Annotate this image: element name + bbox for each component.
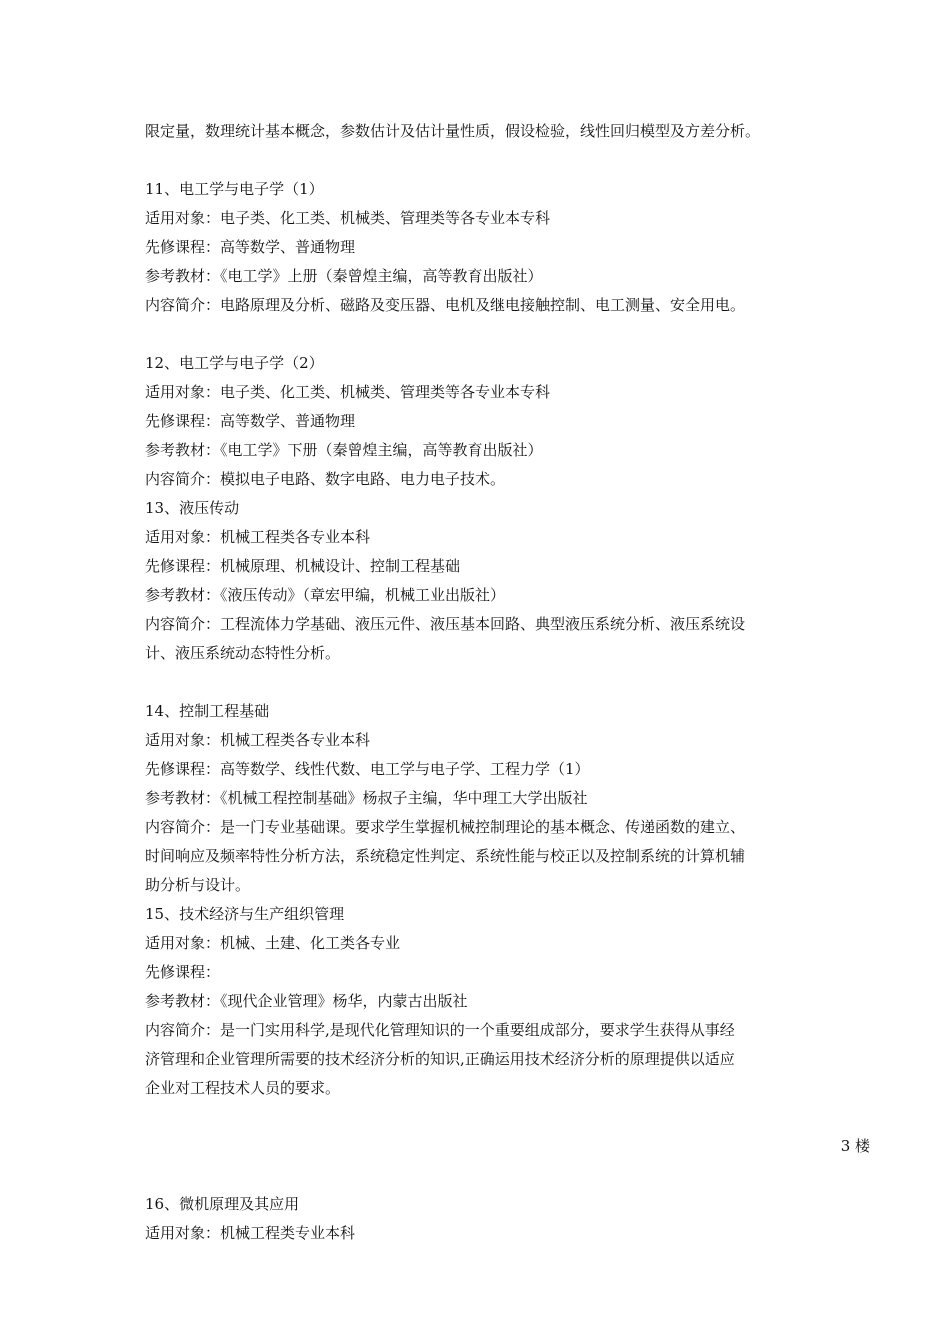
- course-content: 时间响应及频率特性分析方法，系统稳定性判定、系统性能与校正以及控制系统的计算机辅: [145, 847, 746, 865]
- course-target: 适用对象：电子类、化工类、机械类、管理类等各专业本专科: [145, 209, 551, 227]
- course-prereq: 先修课程：机械原理、机械设计、控制工程基础: [145, 557, 461, 575]
- course-prereq: 先修课程：高等数学、普通物理: [145, 238, 356, 256]
- course-title: 12、电工学与电子学（2）: [145, 354, 324, 372]
- course-title: 14、控制工程基础: [145, 702, 270, 720]
- course-content: 内容简介：是一门专业基础课。要求学生掌握机械控制理论的基本概念、传递函数的建立、: [145, 818, 746, 836]
- course-11: [145, 175, 870, 320]
- course-title: 11、电工学与电子学（1）: [145, 180, 324, 198]
- course-content: 助分析与设计。: [145, 876, 251, 894]
- course-target: 适用对象：机械、土建、化工类各专业: [145, 934, 401, 952]
- course-title: 15、技术经济与生产组织管理: [145, 905, 345, 923]
- course-target: 适用对象：机械工程类各专业本科: [145, 731, 371, 749]
- course-13: [145, 494, 870, 668]
- course-textbook: 参考教材：《电工学》下册（秦曾煌主编，高等教育出版社）: [145, 441, 543, 459]
- course-textbook: 参考教材：《现代企业管理》杨华，内蒙古出版社: [145, 992, 468, 1010]
- course-content: 内容简介：模拟电子电路、数字电路、电力电子技术。: [145, 470, 506, 488]
- course-12: [145, 349, 870, 494]
- course-target: 适用对象：机械工程类专业本科: [145, 1224, 356, 1242]
- course-content: 内容简介：电路原理及分析、磁路及变压器、电机及继电接触控制、电工测量、安全用电。: [145, 296, 746, 314]
- course-textbook: 参考教材：《液压传动》（章宏甲编，机械工业出版社）: [145, 586, 506, 604]
- floor-label: 3 楼: [840, 1137, 870, 1155]
- intro-tail-text: 限定量，数理统计基本概念，参数估计及估计量性质，假设检验，线性回归模型及方差分析。: [145, 122, 761, 140]
- course-prereq: 先修课程：高等数学、普通物理: [145, 412, 356, 430]
- course-title: 16、微机原理及其应用: [145, 1195, 300, 1213]
- course-prereq: 先修课程：: [145, 963, 221, 981]
- course-title: 13、液压传动: [145, 499, 240, 517]
- course-content: 计、液压系统动态特性分析。: [145, 644, 341, 662]
- blank-line: [145, 146, 870, 175]
- blank-line: [145, 1103, 870, 1132]
- course-15: [145, 900, 870, 1103]
- course-target: 适用对象：机械工程类各专业本科: [145, 528, 371, 546]
- course-content: 内容简介：是一门实用科学,是现代化管理知识的一个重要组成部分，要求学生获得从事经: [145, 1021, 735, 1039]
- course-content: 济管理和企业管理所需要的技术经济分析的知识,正确运用技术经济分析的原理提供以适应: [145, 1050, 735, 1068]
- blank-line: [145, 1161, 870, 1190]
- course-target: 适用对象：电子类、化工类、机械类、管理类等各专业本专科: [145, 383, 551, 401]
- course-16: [145, 1190, 870, 1248]
- course-14: [145, 697, 870, 900]
- course-textbook: 参考教材：《电工学》上册（秦曾煌主编，高等教育出版社）: [145, 267, 543, 285]
- course-prereq: 先修课程：高等数学、线性代数、电工学与电子学、工程力学（1）: [145, 760, 590, 778]
- course-content: 内容简介：工程流体力学基础、液压元件、液压基本回路、典型液压系统分析、液压系统设: [145, 615, 746, 633]
- blank-line: [145, 668, 870, 697]
- course-content: 企业对工程技术人员的要求。: [145, 1079, 341, 1097]
- course-textbook: 参考教材：《机械工程控制基础》杨叔子主编，华中理工大学出版社: [145, 789, 588, 807]
- blank-line: [145, 320, 870, 349]
